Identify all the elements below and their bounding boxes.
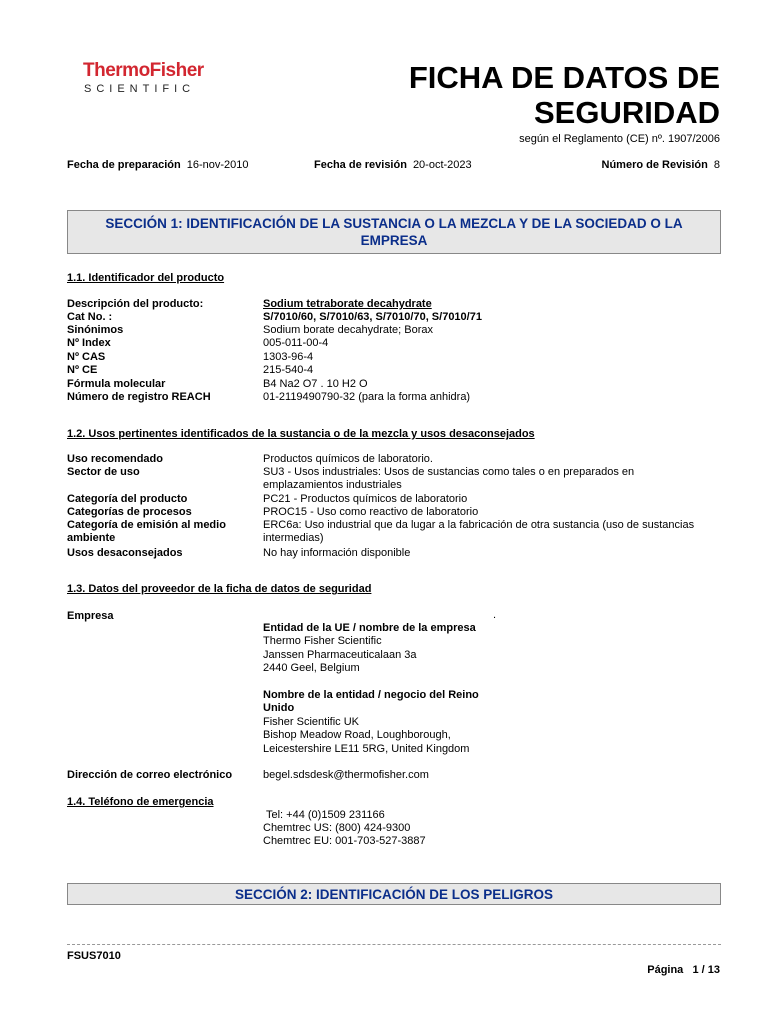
thermofisher-logo: ThermoFisher xyxy=(83,60,204,81)
revision-date-label: Fecha de revisión xyxy=(314,159,407,171)
section-1-title-line-1: SECCIÓN 1: IDENTIFICACIÓN DE LA SUSTANCIA O LA MEZCLA Y DE LA SOCIEDAD O LA xyxy=(105,216,683,231)
section-1-title-line-2: EMPRESA xyxy=(360,233,428,248)
synonyms-value: Sodium borate decahydrate; Borax xyxy=(263,324,433,336)
emission-label-line-1: Categoría de emisión al medio xyxy=(67,519,226,531)
synonyms-label: Sinónimos xyxy=(67,324,124,336)
title-line-1: FICHA DE DATOS DE xyxy=(408,60,720,95)
phone-line: Chemtrec EU: 001-703-527-3887 xyxy=(263,835,426,848)
phone-line: Tel: +44 (0)1509 231166 xyxy=(266,809,385,821)
subsection-1-2-heading: 1.2. Usos pertinentes identificados de la sustancia o de la mezcla y usos desaconsejados xyxy=(67,428,535,440)
reach-value: 01-2119490790-32 (para la forma anhidra) xyxy=(263,391,471,403)
emergency-phones-more xyxy=(263,822,723,849)
product-name: Sodium tetraborate decahydrate xyxy=(263,298,432,310)
process-category-label: Categorías de procesos xyxy=(67,506,192,518)
sector-value xyxy=(263,466,723,493)
catno-label: Cat No. : xyxy=(67,311,113,323)
uk-entity-line: Leicestershire LE11 5RG, United Kingdom xyxy=(263,742,470,755)
subsection-1-4-heading: 1.4. Teléfono de emergencia xyxy=(67,796,214,808)
uk-entity-heading-line-1: Nombre de la entidad / negocio del Reino xyxy=(263,689,479,701)
ce-value: 215-540-4 xyxy=(263,364,314,376)
product-category-label: Categoría del producto xyxy=(67,493,188,505)
phone-line: Chemtrec US: (800) 424-9300 xyxy=(263,822,411,834)
index-value: 005-011-00-4 xyxy=(263,337,329,349)
prep-date-value: 16-nov-2010 xyxy=(186,159,249,171)
eu-entity-heading: Entidad de la UE / nombre de la empresa xyxy=(263,622,476,634)
subsection-1-3-heading: 1.3. Datos del proveedor de la ficha de datos de seguridad xyxy=(67,583,372,595)
eu-entity-line: Thermo Fisher Scientific xyxy=(263,635,382,648)
formula-label: Fórmula molecular xyxy=(67,378,166,390)
cas-value: 1303-96-4 xyxy=(263,351,314,363)
eu-entity-block xyxy=(263,622,723,676)
process-category-value: PROC15 - Uso como reactivo de laboratorio xyxy=(263,506,479,518)
section-2-title: SECCIÓN 2: IDENTIFICACIÓN DE LOS PELIGROS xyxy=(234,887,554,902)
ce-label: Nº CE xyxy=(67,364,98,376)
cas-label: Nº CAS xyxy=(67,351,106,363)
uk-entity-heading-line-2: Unido xyxy=(263,702,295,715)
page-number: Página 1 / 13 xyxy=(647,964,720,976)
section-2-header xyxy=(67,883,721,905)
uk-entity-line: Fisher Scientific UK xyxy=(263,715,359,728)
emission-label-line-2: ambiente xyxy=(67,532,116,545)
eu-entity-line: 2440 Geel, Belgium xyxy=(263,662,360,675)
sector-value-line-2: emplazamientos industriales xyxy=(263,479,402,492)
discouraged-uses-label: Usos desaconsejados xyxy=(67,547,183,559)
email-label: Dirección de correo electrónico xyxy=(67,769,233,781)
product-category-value: PC21 - Productos químicos de laboratorio xyxy=(263,493,468,505)
revision-number xyxy=(602,159,720,171)
emergency-phones xyxy=(266,809,726,822)
document-code: FSUS7010 xyxy=(67,950,121,962)
email-value: begel.sdsdesk@thermofisher.com xyxy=(263,769,429,781)
regulation-note: según el Reglamento (CE) nº. 1907/2006 xyxy=(519,133,720,145)
revision-number-label: Número de Revisión xyxy=(601,159,708,171)
sector-label: Sector de uso xyxy=(67,466,140,478)
formula-value: B4 Na2 O7 . 10 H2 O xyxy=(263,378,368,390)
emission-value-line-1: ERC6a: Uso industrial que da lugar a la fabricación de otra sustancia (uso de sustancias xyxy=(263,519,695,531)
emission-category-value xyxy=(263,519,723,546)
sector-value-line-1: SU3 - Usos industriales: Usos de sustancias como tales o en preparados en xyxy=(263,466,635,478)
recommended-use-value: Productos químicos de laboratorio. xyxy=(263,453,433,465)
uk-entity-line: Bishop Meadow Road, Loughborough, xyxy=(263,729,451,742)
revision-date xyxy=(314,159,472,171)
prep-date xyxy=(67,159,249,171)
emission-category-label xyxy=(67,519,226,546)
stray-dot: . xyxy=(493,609,497,621)
discouraged-uses-value: No hay información disponible xyxy=(263,547,411,559)
catno-value xyxy=(263,311,723,324)
uk-entity-block xyxy=(263,689,723,756)
product-label: Descripción del producto: xyxy=(67,298,204,310)
revision-number-value: 8 xyxy=(713,159,720,171)
index-label: Nº Index xyxy=(67,337,111,349)
revision-date-value: 20-oct-2023 xyxy=(412,159,472,171)
emission-value-line-2: intermedias) xyxy=(263,532,324,545)
product-value xyxy=(263,298,723,311)
prep-date-label: Fecha de preparación xyxy=(67,159,181,171)
document-title xyxy=(409,60,720,130)
eu-entity-line: Janssen Pharmaceuticalaan 3a xyxy=(263,648,417,661)
reach-label: Número de registro REACH xyxy=(67,391,211,403)
recommended-use-label: Uso recomendado xyxy=(67,453,163,465)
catno-text: S/7010/60, S/7010/63, S/7010/70, S/7010/71 xyxy=(263,311,482,323)
company-label: Empresa xyxy=(67,610,114,622)
scientific-logo-text: SCIENTIFIC xyxy=(84,83,196,95)
footer-divider xyxy=(67,944,721,945)
subsection-1-1-heading: 1.1. Identificador del producto xyxy=(67,272,225,284)
section-1-header xyxy=(67,210,721,254)
title-line-2: SEGURIDAD xyxy=(533,95,720,130)
